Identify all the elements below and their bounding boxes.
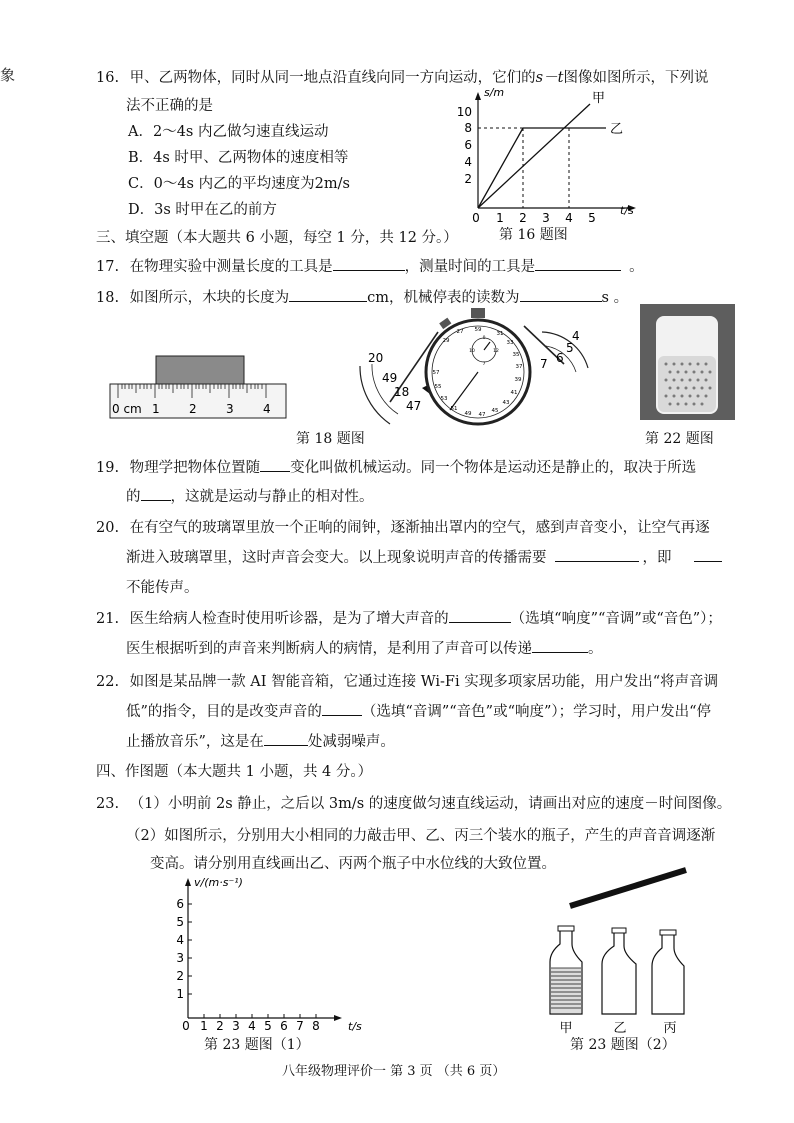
dial-outer-label: 59 [474,327,482,333]
zoom-left-label: 49 [382,371,398,385]
ruler-label: 0 cm [112,402,142,416]
q22-blank-1[interactable] [322,701,362,716]
q17: 17. 在物理实验中测量长度的工具是 ，测量时间的工具是 。 [96,255,644,276]
q16-stem-line2: 法不正确的是 [126,98,213,114]
q23-ytick: 6 [176,897,184,911]
dial-outer-label: 31 [496,331,504,337]
q23-caption-1: 第 23 题图（1） [204,1037,310,1053]
subdial-label: 0 [482,336,486,341]
q19-line1: 19. 物理学把物体位置随 变化叫做机械运动。同一个物体是运动还是静止的，取决于所选 [96,456,696,477]
q16-xtick: 2 [519,211,527,224]
dial-outer-label: 41 [510,390,518,396]
q23-xtick: 5 [264,1019,272,1033]
q16-xlabel: t/s [620,204,634,217]
bottle-yi [602,928,636,1014]
q16-option-c: C．0～4s 内乙的平均速度为2m/s [128,176,350,192]
q23-ytick: 4 [176,933,184,947]
ruler-label: 4 [263,402,271,416]
q20-line1: 20. 在有空气的玻璃罩里放一个正响的闹钟，逐渐抽出罩内的空气，感到声音变小，让空气再逐 [96,520,710,536]
q16-caption: 第 16 题图 [499,227,568,243]
dial-outer-label: 57 [432,370,440,376]
q23-caption-2: 第 23 题图（2） [570,1037,676,1053]
zoom-right-label: 6 [556,351,564,365]
dial-outer-label: 55 [434,384,442,390]
q18-blank-2[interactable] [520,287,602,302]
q23-part2-line2: 变高。请分别用直线画出乙、丙两个瓶子中水位线的大致位置。 [150,856,556,872]
ruler-label: 3 [226,402,234,416]
dial-outer-label: 51 [450,406,458,412]
q16-option-d: D．3s 时甲在乙的前方 [128,202,277,218]
q23-xlabel: t/s [348,1020,362,1033]
q23-xtick: 1 [200,1019,208,1033]
q19-blank-2[interactable] [141,486,171,501]
q16-number: 16. [96,70,120,86]
wood-block [156,356,244,384]
q23-xtick: 8 [312,1019,320,1033]
fig22-caption: 第 22 题图 [645,431,714,447]
ruler-label: 2 [189,402,197,416]
q21-blank-2[interactable] [532,638,588,653]
q16-xtick: 1 [496,211,504,224]
dial-outer-label: 29 [442,338,450,344]
q23-ytick: 2 [176,969,184,983]
bottle-label: 甲 [559,1021,573,1036]
subdial-label: 10 [469,349,475,354]
q23-xtick: 6 [280,1019,288,1033]
section3-heading: 三、填空题（本大题共 6 小题，每空 1 分，共 12 分。） [96,230,458,246]
q16-xtick: 4 [565,211,573,224]
q16-label-jia: 甲 [592,91,606,106]
q23-ytick: 3 [176,951,184,965]
q16-xtick: 0 [472,211,480,224]
q20-blank-2[interactable] [694,547,722,562]
q16-line-yi-rise [478,128,523,208]
page-footer: 八年级物理评价一 第 3 页 （共 6 页） [282,1064,506,1079]
q20-line3: 不能传声。 [126,580,199,596]
q21-line2: 医生根据听到的声音来判断病人的病情，是利用了声音可以传递 。 [126,637,603,658]
q22-line2: 低”的指令，目的是改变声音的 （选填“音调”“音色”或“响度”）；学习时，用户发出“停 [126,700,711,721]
q16-xtick: 5 [588,211,596,224]
dial-outer-label: 47 [478,412,486,418]
fig18-stopwatch [350,306,600,430]
ruler-label: 1 [152,402,160,416]
q23-bottles-figure [540,864,710,1036]
q23-xtick: 3 [232,1019,240,1033]
q23-vt-graph[interactable] [168,872,368,1034]
bottle-bing [652,930,684,1014]
q17-blank-2[interactable] [535,256,621,271]
q16-option-a: A．2～4s 内乙做匀速直线运动 [128,124,329,140]
q23-xtick: 4 [248,1019,256,1033]
zoom-right-label: 5 [566,341,574,355]
q19-line2: 的 ，这就是运动与静止的相对性。 [126,485,374,506]
dial-outer-label: 37 [515,364,523,370]
subdial-label: 12 [493,349,499,354]
q22-line1: 22. 如图是某品牌一款 AI 智能音箱，它通过连接 Wi-Fi 实现多项家居功能，用户发出“将声音调 [96,674,719,690]
q16-st-graph [450,88,650,224]
q16-xtick: 3 [542,211,550,224]
q23-ytick: 5 [176,915,184,929]
fig18-ruler [108,352,290,422]
q19-blank-1[interactable] [260,457,290,472]
q16-ytick: 6 [464,138,472,152]
bottle-label: 丙 [663,1021,677,1036]
dial-outer-label: 45 [491,408,499,414]
q16-ytick: 4 [464,155,472,169]
fig18-caption: 第 18 题图 [296,431,365,447]
q16-option-b: B．4s 时甲、乙两物体的速度相等 [128,150,349,166]
striking-rod [570,870,686,906]
fig22-speaker-photo [640,304,735,420]
q21-blank-1[interactable] [449,608,511,623]
zoom-right-label: 7 [540,357,548,371]
q23-xtick: 0 [182,1019,190,1033]
dial-outer-label: 49 [464,411,472,417]
q23-ytick: 1 [176,987,184,1001]
q16-line-jia [478,104,590,208]
subdial-label: 7 [482,362,486,367]
margin-char: 象 [0,66,16,84]
q16-ylabel: s/m [484,88,505,99]
q23-xtick: 2 [216,1019,224,1033]
q16-label-yi: 乙 [610,122,624,137]
bottle-jia [550,926,582,1014]
q22-blank-2[interactable] [264,731,308,746]
q23-part2-line1: （2）如图所示，分别用大小相同的力敲击甲、乙、丙三个装水的瓶子，产生的声音音调逐渐 [126,828,716,844]
dial-outer-label: 33 [506,340,514,346]
dial-outer-label: 53 [440,396,448,402]
q20-line2: 渐进入玻璃罩里，这时声音会变大。以上现象说明声音的传播需要 ，即 [126,546,722,567]
q16-ytick: 8 [464,121,472,135]
dial-outer-label: 43 [502,400,510,406]
q23-ylabel: v/(m·s⁻¹) [194,876,243,889]
q18: 18. 如图所示，木块的长度为 cm，机械停表的读数为 s 。 [96,286,628,307]
dial-outer-label: 27 [456,329,464,335]
q22-line3: 止播放音乐”，这是在 处减弱噪声。 [126,730,395,751]
section4-heading: 四、作图题（本大题共 1 小题，共 4 分。） [96,764,373,780]
q23-part1: 23. （1）小明前 2s 静止，之后以 3m/s 的速度做匀速直线运动，请画出对应的速度－时间图像。 [96,796,732,812]
q16-stem-line1: 16. 甲、乙两物体，同时从同一地点沿直线向同一方向运动，它们的s－t图像如图所示，下列说 [96,70,709,86]
q16-ytick: 2 [464,172,472,186]
q16-ytick: 10 [456,105,472,119]
q23-xtick: 7 [296,1019,304,1033]
zoom-left-label: 18 [394,385,410,399]
dial-outer-label: 39 [514,377,522,383]
q20-blank-1[interactable] [555,547,639,562]
dial-outer-label: 35 [512,352,520,358]
q17-blank-1[interactable] [333,256,405,271]
q18-blank-1[interactable] [289,287,367,302]
zoom-left-label: 20 [368,351,384,365]
zoom-right-label: 4 [572,329,580,343]
q21-line1: 21. 医生给病人检查时使用听诊器，是为了增大声音的 （选填“响度”“音调”或“音色”）； [96,607,722,628]
bottle-label: 乙 [613,1021,627,1036]
zoom-left-label: 47 [406,399,422,413]
